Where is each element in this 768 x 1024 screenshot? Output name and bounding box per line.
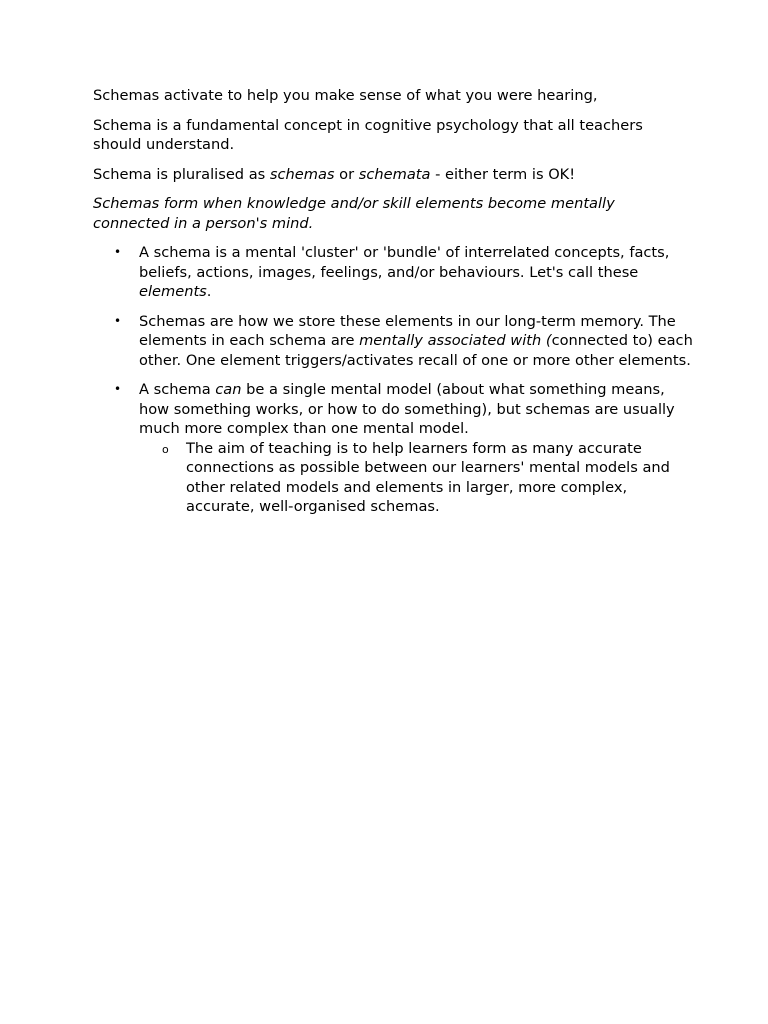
sub-bullet-list <box>139 439 693 517</box>
paragraph-3-text-3: - either term is OK! <box>430 165 576 183</box>
paragraph-4 <box>93 194 693 233</box>
document-page <box>93 86 693 527</box>
bullet-marker: • <box>114 245 122 259</box>
bullet-1-text-2: . <box>206 283 212 300</box>
paragraph-3-text-2: or <box>334 165 359 183</box>
paragraph-3-emphasis-2: schemata <box>358 165 431 183</box>
paragraph-2: Schema is a fundamental concept in cognitive psychology that all teachers should understand. <box>93 116 643 153</box>
bullet-marker: • <box>114 382 122 396</box>
bullet-1-emphasis: elements <box>139 283 207 300</box>
bullet-marker: • <box>114 313 122 328</box>
bullet-item-1 <box>93 243 693 302</box>
paragraph-3 <box>93 165 693 185</box>
paragraph-1: Schemas activate to help you make sense of what you were hearing, <box>93 87 598 104</box>
bullet-1-text-1: A schema is a mental 'cluster' or 'bundle' of interrelated concepts, facts, beliefs, actions, images, feelings, and/or behaviours. Let's call these <box>139 244 670 281</box>
bullet-2-text-2: connected to) each other. One element triggers/activates recall of one or more other elements. <box>139 332 693 369</box>
bullet-item-3 <box>93 380 693 517</box>
bullet-2-emphasis: mentally associated with ( <box>359 332 552 349</box>
sub-bullet-text: The aim of teaching is to help learners form as many accurate connections as possible between our learners' mental models and other related models and elements in larger, more complex, accurate, well-organised schemas. <box>186 439 670 515</box>
paragraph-3-emphasis-1: schemas <box>269 165 335 183</box>
bullet-3-text-1: A schema <box>139 381 216 398</box>
bullet-3-text-2: be a single mental model (about what something means, how something works, or how to do something), but schemas are usually much more complex than one mental model. <box>139 381 675 437</box>
sub-bullet-item <box>139 439 693 517</box>
paragraph-3-text-1: Schema is pluralised as <box>93 165 270 183</box>
bullet-3-emphasis: can <box>215 381 242 398</box>
bullet-item-2 <box>93 312 693 371</box>
paragraph-4-emphasis: Schemas form when knowledge and/or skill elements become mentally connected in a person's mind. <box>93 195 615 232</box>
sub-bullet-marker: o <box>162 442 169 456</box>
bullet-2-text-1: Schemas are how we store these elements in our long-term memory. The elements in each schema are <box>139 312 676 349</box>
bullet-list <box>93 243 693 517</box>
